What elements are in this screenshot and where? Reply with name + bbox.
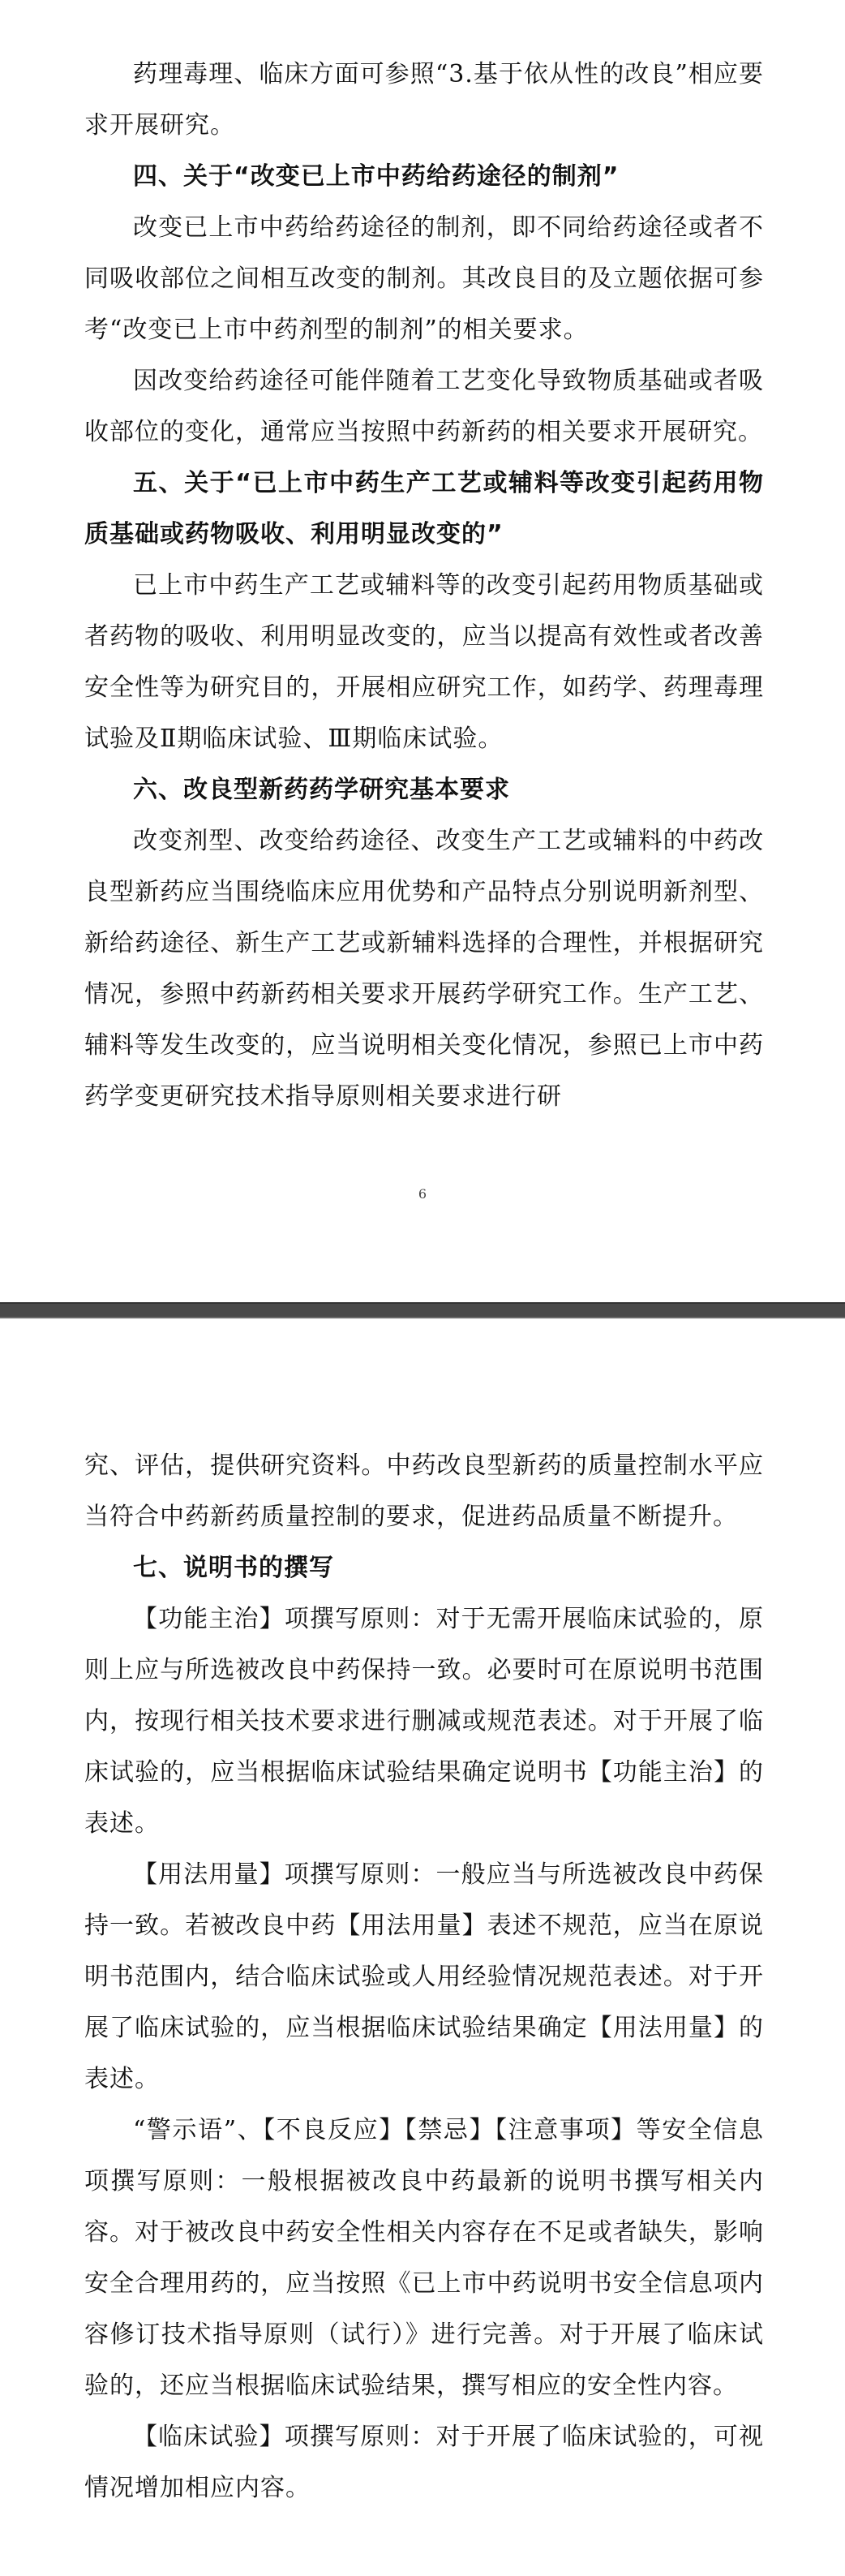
body-paragraph: 改变已上市中药给药途径的制剂，即不同给药途径或者不同吸收部位之间相互改变的制剂。其改良目的及立题依据可参考“改变已上市中药剂型的制剂”的相关要求。 xyxy=(84,213,764,344)
body-paragraph: 改变剂型、改变给药途径、改变生产工艺或辅料的中药改良型新药应当围绕临床应用优势和产品特点分别说明新剂型、新给药途径、新生产工艺或新辅料选择的合理性，并根据研究情况，参照中药新药相关要求开展药学研究工作。生产工艺、辅料等发生改变的，应当说明相关变化情况，参照已上市中药药学变更研究技术指导原则相关要求进行研 xyxy=(84,827,764,1111)
body-paragraph: “警示语”、【不良反应】【禁忌】【注意事项】等安全信息项撰写原则：一般根据被改良中药最新的说明书撰写相关内容。对于被改良中药安全性相关内容存在不足或者缺失，影响安全合理用药的，应当按照《已上市中药说明书安全信息项内容修订技术指导原则（试行）》进行完善。对于开展了临床试验的，还应当根据临床试验结果，撰写相应的安全性内容。 xyxy=(84,2116,764,2400)
section-heading: 五、关于“已上市中药生产工艺或辅料等改变引起药用物质基础或药物吸收、利用明显改变的” xyxy=(84,469,764,548)
section-heading: 六、改良型新药药学研究基本要求 xyxy=(133,776,510,804)
body-paragraph: 已上市中药生产工艺或辅料等的改变引起药用物质基础或者药物的吸收、利用明显改变的，应当以提高有效性或者改善安全性等为研究目的，开展相应研究工作，如药学、药理毒理试验及Ⅱ期临床试验、Ⅲ期临床试验。 xyxy=(84,571,764,753)
body-paragraph: 【用法用量】项撰写原则：一般应当与所选被改良中药保持一致。若被改良中药【用法用量】表述不规范，应当在原说明书范围内，结合临床试验或人用经验情况规范表述。对于开展了临床试验的，应当根据临床试验结果确定【用法用量】的表述。 xyxy=(84,1860,764,2093)
document-page-7 xyxy=(0,1318,845,2576)
body-paragraph: 究、评估，提供研究资料。中药改良型新药的质量控制水平应当符合中药新药质量控制的要求，促进药品质量不断提升。 xyxy=(84,1451,764,1531)
body-paragraph: 【功能主治】项撰写原则：对于无需开展临床试验的，原则上应与所选被改良中药保持一致。必要时可在原说明书范围内，按现行相关技术要求进行删减或规范表述。对于开展了临床试验的，应当根据临床试验结果确定说明书【功能主治】的表述。 xyxy=(84,1605,764,1838)
page-6-body xyxy=(84,49,764,1122)
section-heading: 七、说明书的撰写 xyxy=(133,1554,334,1582)
page-7-body xyxy=(84,1440,764,2514)
body-paragraph: 因改变给药途径可能伴随着工艺变化导致物质基础或者吸收部位的变化，通常应当按照中药新药的相关要求开展研究。 xyxy=(84,367,764,446)
body-paragraph: 【临床试验】项撰写原则：对于开展了临床试验的，可视情况增加相应内容。 xyxy=(84,2423,764,2502)
body-paragraph: 药理毒理、临床方面可参照“3.基于依从性的改良”相应要求开展研究。 xyxy=(84,60,764,140)
section-heading: 四、关于“改变已上市中药给药途径的制剂” xyxy=(133,162,620,191)
page-number: 6 xyxy=(418,1186,427,1202)
page-break-divider xyxy=(0,1302,845,1318)
